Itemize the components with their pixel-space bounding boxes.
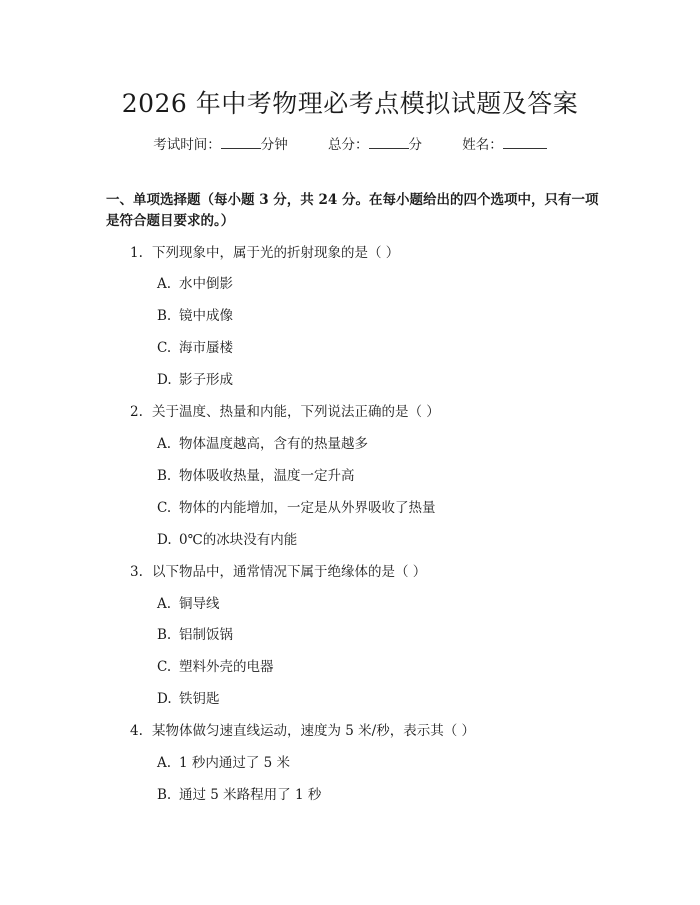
option-text: 水中倒影 [179, 276, 233, 292]
option-letter: B. [157, 787, 172, 803]
option-text: 影子形成 [179, 372, 233, 388]
exam-name [462, 133, 547, 153]
option-letter: A. [157, 596, 172, 612]
option-letter: C. [157, 340, 172, 356]
option-text: 塑料外壳的电器 [179, 659, 274, 675]
option-4b [157, 786, 321, 804]
score-blank [369, 134, 409, 149]
option-letter: D. [157, 532, 172, 548]
option-text: 镜中成像 [179, 308, 233, 324]
option-text: 通过 5 米路程用了 1 秒 [179, 787, 322, 803]
option-letter: C. [157, 659, 172, 675]
question-text: 某物体做匀速直线运动，速度为 5 米/秒，表示其（ ） [152, 723, 476, 739]
option-2a [157, 435, 368, 453]
question-3 [130, 563, 426, 581]
question-number: 3. [130, 564, 143, 580]
page-title: 2026 年中考物理必考点模拟试题及答案 [121, 89, 579, 118]
question-text: 关于温度、热量和内能，下列说法正确的是（ ） [152, 404, 440, 420]
option-1a [157, 275, 233, 293]
exam-meta [0, 133, 700, 153]
option-letter: A. [157, 436, 172, 452]
time-label: 考试时间： [153, 137, 221, 153]
question-4 [130, 722, 475, 740]
option-text: 铜导线 [179, 596, 220, 612]
exam-time [153, 133, 288, 153]
option-2d [157, 531, 297, 549]
option-2b [157, 467, 355, 485]
name-blank [503, 134, 547, 149]
question-number: 2. [130, 404, 143, 420]
score-label: 总分： [328, 137, 369, 153]
option-3a [157, 595, 220, 613]
exam-score [328, 133, 422, 153]
question-2 [130, 403, 440, 421]
option-text: 物体吸收热量，温度一定升高 [179, 468, 355, 484]
option-letter: A. [157, 755, 172, 771]
option-letter: D. [157, 691, 172, 707]
question-text: 以下物品中，通常情况下属于绝缘体的是（ ） [152, 564, 427, 580]
option-text: 0℃的冰块没有内能 [179, 532, 298, 548]
option-letter: C. [157, 500, 172, 516]
option-1d [157, 371, 233, 389]
option-letter: A. [157, 276, 172, 292]
option-letter: B. [157, 308, 172, 324]
option-letter: B. [157, 627, 172, 643]
question-1 [130, 244, 399, 262]
name-label: 姓名： [462, 137, 503, 153]
section-heading: 一、单项选择题（每小题 3 分，共 24 分。在每小题给出的四个选项中，只有一项是符合题目要求的。） [106, 192, 599, 229]
option-3b [157, 626, 233, 644]
option-letter: D. [157, 372, 172, 388]
option-1b [157, 307, 233, 325]
option-text: 物体温度越高，含有的热量越多 [179, 436, 368, 452]
option-1c [157, 339, 233, 357]
option-text: 海市蜃楼 [179, 340, 233, 356]
option-text: 铁钥匙 [179, 691, 220, 707]
option-4a [157, 754, 290, 772]
question-text: 下列现象中，属于光的折射现象的是（ ） [152, 245, 400, 261]
option-2c [157, 499, 436, 517]
question-number: 4. [130, 723, 143, 739]
option-3c [157, 658, 274, 676]
time-blank [221, 134, 261, 149]
option-text: 1 秒内通过了 5 米 [179, 755, 291, 771]
score-unit: 分 [408, 137, 422, 153]
option-text: 铝制饭锅 [179, 627, 233, 643]
option-3d [157, 690, 220, 708]
option-letter: B. [157, 468, 172, 484]
question-number: 1. [130, 245, 143, 261]
option-text: 物体的内能增加，一定是从外界吸收了热量 [179, 500, 436, 516]
time-unit: 分钟 [260, 137, 288, 153]
